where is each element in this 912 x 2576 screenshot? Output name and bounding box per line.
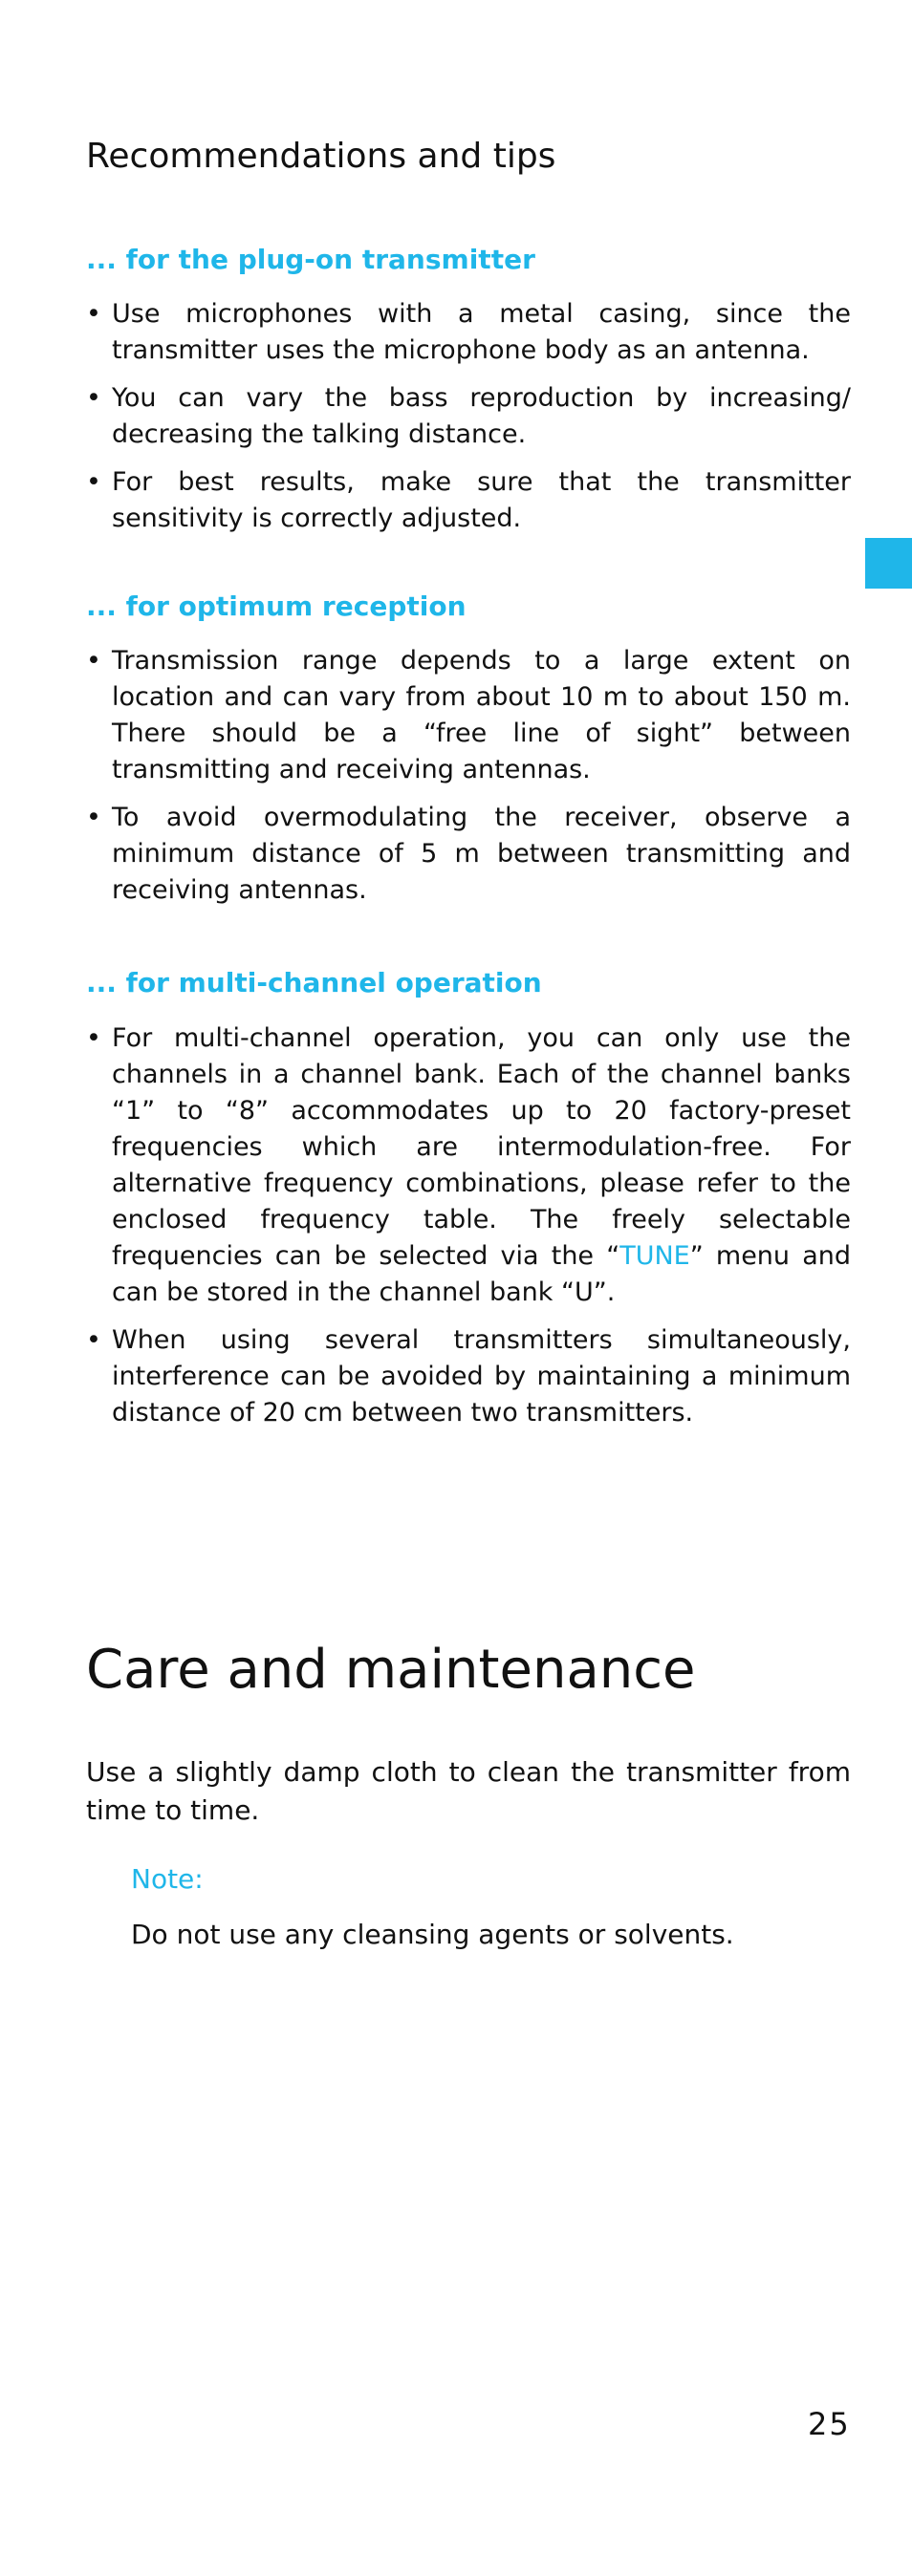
list-item-text: Transmission range depends to a large extent on location and can vary from about 10 m to about 150 m. There should be a “free line of sight” between transmitting and receiving antennas.	[112, 646, 851, 784]
page-number: 25	[808, 2406, 851, 2442]
subheading-reception: ... for optimum reception	[86, 590, 467, 622]
list-item: • Use microphones with a metal casing, since the transmitter uses the microphone body as an antenna.	[86, 299, 851, 365]
list-item: • For best results, make sure that the transmitter sensitivity is correctly adjusted.	[86, 467, 851, 533]
tune-menu-name: TUNE	[619, 1241, 690, 1271]
list-item-text: You can vary the bass reproduction by increasing/ decreasing the talking distance.	[112, 383, 851, 449]
bullet-list-multichannel	[86, 1020, 851, 1443]
chapter-title: Care and maintenance	[86, 1639, 696, 1701]
subheading-plugon: ... for the plug-on transmitter	[86, 244, 535, 275]
chapter-tab-marker	[865, 538, 912, 589]
list-item-text: When using several transmitters simultaneously, interference can be avoided by maintaining a minimum distance of 20 cm between two transmitters.	[112, 1325, 851, 1428]
bullet-list-reception	[86, 643, 851, 920]
care-paragraph: Use a slightly damp cloth to clean the transmitter from time to time.	[86, 1756, 851, 1826]
list-item-text: For multi-channel operation, you can only use the channels in a channel bank. Each of the channel banks “1” to “8” accommodates up to 20 factory-preset frequencies which are intermodulation-free. For alternative frequency combinations, please refer to the enclosed frequency table. The freely selectable frequencies can be selected via the “TUNE” menu and can be stored in the channel bank “U”.	[112, 1023, 852, 1307]
list-item-text: To avoid overmodulating the receiver, observe a minimum distance of 5 m between transmitting and receiving antennas.	[112, 803, 851, 905]
bullet-list-plugon	[86, 296, 851, 548]
note-text: Do not use any cleansing agents or solvents.	[131, 1919, 734, 1950]
subheading-multichannel: ... for multi-channel operation	[86, 967, 542, 998]
note-label: Note:	[131, 1863, 204, 1895]
list-item-text: For best results, make sure that the transmitter sensitivity is correctly adjusted.	[112, 467, 851, 533]
list-item-text: Use microphones with a metal casing, since the transmitter uses the microphone body as an antenna.	[112, 299, 851, 365]
list-item: • Transmission range depends to a large extent on location and can vary from about 10 m to about 150 m. There should be a “free line of sight” between transmitting and receiving antennas.	[86, 646, 851, 784]
list-item: • When using several transmitters simultaneously, interference can be avoided by maintaining a minimum distance of 20 cm between two transmitters.	[86, 1325, 851, 1428]
section-title: Recommendations and tips	[86, 137, 556, 176]
list-item: • To avoid overmodulating the receiver, observe a minimum distance of 5 m between transmitting and receiving antennas.	[86, 803, 851, 905]
list-item: • For multi-channel operation, you can only use the channels in a channel bank. Each of the channel banks “1” to “8” accommodates up to 20 factory-preset frequencies which are intermodulation-free. For alternative frequency combinations, please refer to the enclosed frequency table. The freely selectable frequencies can be selected via the “TUNE” menu and can be stored in the channel bank “U”.	[86, 1023, 852, 1307]
list-item: • You can vary the bass reproduction by increasing/ decreasing the talking distance.	[86, 383, 851, 449]
